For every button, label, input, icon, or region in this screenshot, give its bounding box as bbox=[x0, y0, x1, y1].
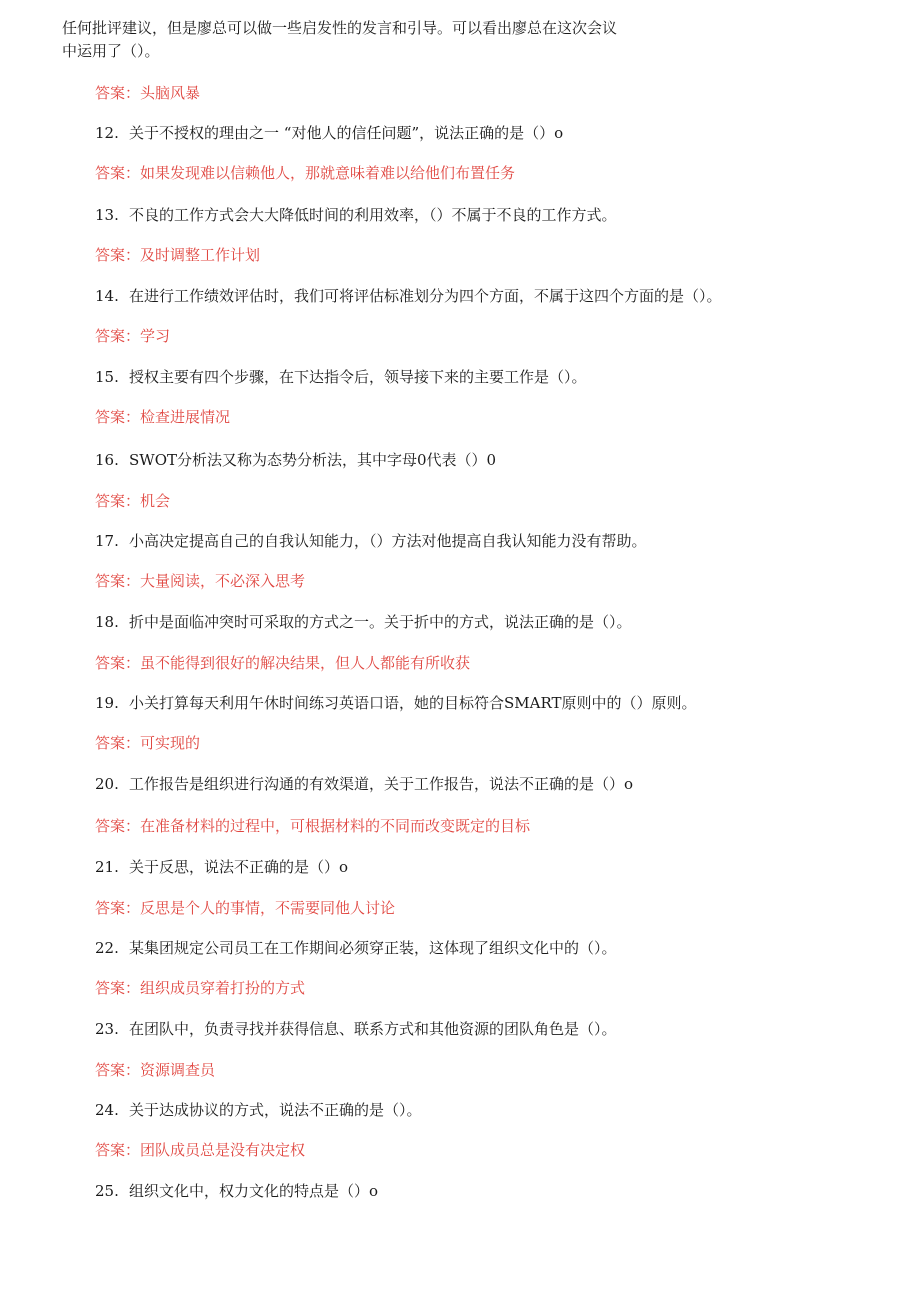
question-25 bbox=[95, 1180, 378, 1202]
question-17 bbox=[95, 530, 647, 552]
question-text: 小高决定提高自己的自我认知能力，（）方法对他提高自我认知能力没有帮助。 bbox=[129, 532, 647, 550]
question-text: 在进行工作绩效评估时，我们可将评估标准划分为四个方面，不属于这四个方面的是（）。 bbox=[129, 287, 722, 305]
question-number: 16. bbox=[95, 451, 119, 469]
question-text: 小关打算每天利用午休时间练习英语口语，她的目标符合SMART原则中的（）原则。 bbox=[129, 694, 697, 712]
answer-13: 答案：及时调整工作计划 bbox=[95, 246, 261, 264]
question-12 bbox=[95, 122, 563, 144]
question-number: 24. bbox=[95, 1101, 119, 1119]
question-19 bbox=[95, 692, 697, 714]
intro-answer: 答案：头脑风暴 bbox=[95, 84, 201, 102]
question-24 bbox=[95, 1099, 422, 1121]
question-14 bbox=[95, 285, 722, 307]
question-text: 关于不授权的理由之一 “对他人的信任问题”，说法正确的是（）o bbox=[129, 124, 564, 142]
answer-21: 答案：反思是个人的事情，不需要同他人讨论 bbox=[95, 899, 396, 917]
question-text: 关于达成协议的方式，说法不正确的是（）。 bbox=[129, 1101, 422, 1119]
question-20 bbox=[95, 773, 633, 795]
answer-23: 答案：资源调查员 bbox=[95, 1061, 216, 1079]
question-number: 18. bbox=[95, 613, 119, 631]
intro-line-2: 中运用了（）。 bbox=[62, 42, 160, 60]
answer-15: 答案：检查进展情况 bbox=[95, 408, 231, 426]
question-number: 19. bbox=[95, 694, 119, 712]
question-13 bbox=[95, 204, 617, 226]
question-number: 15. bbox=[95, 368, 119, 386]
question-number: 22. bbox=[95, 939, 119, 957]
question-text: 工作报告是组织进行沟通的有效渠道，关于工作报告，说法不正确的是（）o bbox=[129, 775, 634, 793]
intro-line-1: 任何批评建议，但是廖总可以做一些启发性的发言和引导。可以看出廖总在这次会议 bbox=[62, 19, 618, 37]
question-15 bbox=[95, 366, 587, 388]
question-number: 21. bbox=[95, 858, 119, 876]
question-number: 25. bbox=[95, 1182, 119, 1200]
answer-20: 答案：在准备材料的过程中，可根据材料的不同而改变既定的目标 bbox=[95, 817, 531, 835]
answer-14: 答案：学习 bbox=[95, 327, 171, 345]
question-number: 20. bbox=[95, 775, 119, 793]
question-23 bbox=[95, 1018, 617, 1040]
question-text: 在团队中，负责寻找并获得信息、联系方式和其他资源的团队角色是（）。 bbox=[129, 1020, 617, 1038]
answer-12: 答案：如果发现难以信赖他人，那就意味着难以给他们布置任务 bbox=[95, 164, 516, 182]
question-text: 不良的工作方式会大大降低时间的利用效率，（）不属于不良的工作方式。 bbox=[129, 206, 617, 224]
question-text: 组织文化中，权力文化的特点是（）o bbox=[129, 1182, 379, 1200]
answer-24: 答案：团队成员总是没有决定权 bbox=[95, 1141, 306, 1159]
question-number: 13. bbox=[95, 206, 119, 224]
answer-19: 答案：可实现的 bbox=[95, 734, 201, 752]
answer-22: 答案：组织成员穿着打扮的方式 bbox=[95, 979, 306, 997]
answer-18: 答案：虽不能得到很好的解决结果，但人人都能有所收获 bbox=[95, 654, 471, 672]
intro-paragraph bbox=[62, 17, 682, 63]
question-text: SWOT分析法又称为态势分析法，其中字母0代表（）0 bbox=[129, 451, 497, 469]
question-number: 23. bbox=[95, 1020, 119, 1038]
question-number: 14. bbox=[95, 287, 119, 305]
question-22 bbox=[95, 937, 617, 959]
answer-17: 答案：大量阅读，不必深入思考 bbox=[95, 572, 306, 590]
question-text: 授权主要有四个步骤，在下达指令后，领导接下来的主要工作是（）。 bbox=[129, 368, 587, 386]
question-number: 12. bbox=[95, 124, 119, 142]
question-18 bbox=[95, 611, 632, 633]
answer-16: 答案：机会 bbox=[95, 492, 171, 510]
question-16 bbox=[95, 449, 496, 471]
question-21 bbox=[95, 856, 348, 878]
question-text: 某集团规定公司员工在工作期间必须穿正装，这体现了组织文化中的（）。 bbox=[129, 939, 617, 957]
question-text: 关于反思，说法不正确的是（）o bbox=[129, 858, 349, 876]
question-text: 折中是面临冲突时可采取的方式之一。关于折中的方式，说法正确的是（）。 bbox=[129, 613, 632, 631]
question-number: 17. bbox=[95, 532, 119, 550]
